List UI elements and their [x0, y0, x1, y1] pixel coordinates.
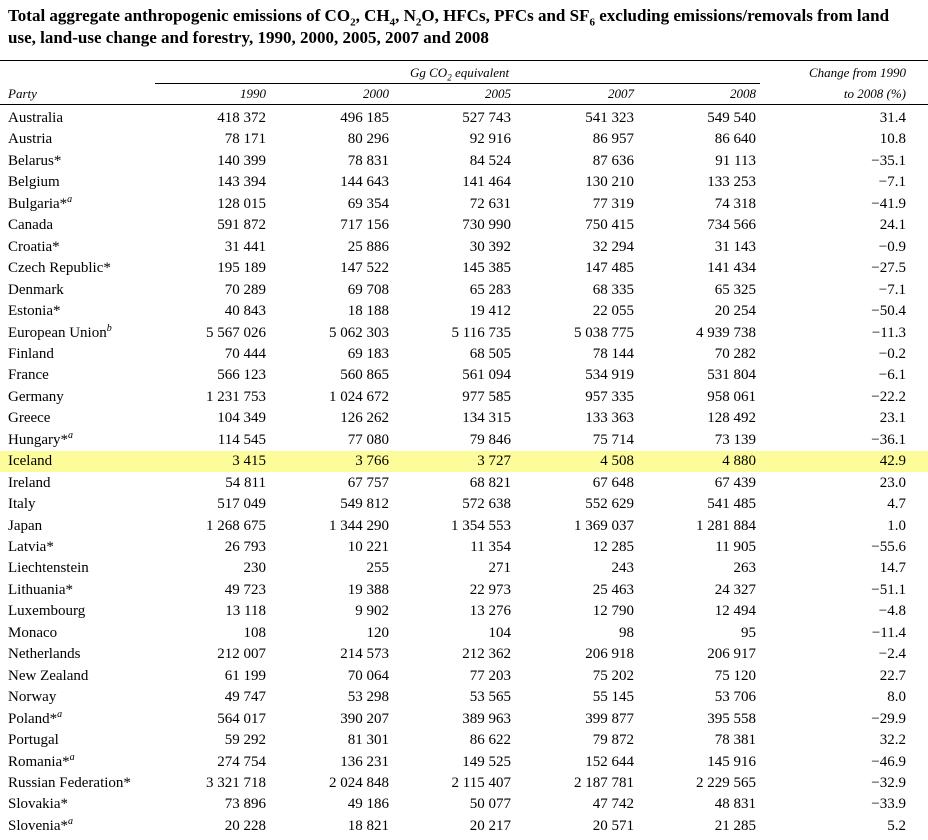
value-2008: 91 113	[715, 153, 756, 169]
table-row	[0, 258, 928, 279]
value-2000: 18 188	[347, 303, 389, 319]
value-2005: 149 525	[462, 754, 511, 770]
value-2008: 549 540	[707, 110, 756, 126]
value-2007: 957 335	[585, 389, 634, 405]
value-2007: 2 187 781	[574, 775, 634, 791]
unit-rule	[155, 83, 760, 84]
value-2007: 98	[619, 625, 634, 641]
value-2008: 75 120	[714, 668, 756, 684]
table-row	[0, 365, 928, 386]
value-2005: 389 963	[462, 711, 511, 727]
value-2008: 263	[733, 560, 756, 576]
value-1990: 212 007	[217, 646, 266, 662]
value-2008: 206 917	[707, 646, 756, 662]
value-1990: 73 896	[224, 796, 266, 812]
party-name: Monaco	[8, 625, 58, 641]
change-percent: 8.0	[887, 689, 906, 705]
value-2005: 977 585	[462, 389, 511, 405]
party-name: New Zealand	[8, 668, 89, 684]
value-2007: 87 636	[592, 153, 634, 169]
value-2005: 79 846	[469, 432, 511, 448]
change-percent: −0.9	[878, 239, 906, 255]
value-2007: 206 918	[585, 646, 634, 662]
value-1990: 13 118	[225, 603, 266, 619]
value-2008: 21 285	[714, 818, 756, 834]
value-1990: 108	[243, 625, 266, 641]
value-2000: 5 062 303	[329, 325, 389, 341]
table-row	[0, 773, 928, 794]
value-2000: 214 573	[340, 646, 389, 662]
value-2005: 92 916	[469, 131, 511, 147]
value-1990: 49 723	[224, 582, 266, 598]
value-1990: 5 567 026	[206, 325, 266, 341]
value-2005: 5 116 735	[451, 325, 511, 341]
value-2008: 4 880	[722, 453, 756, 469]
value-2007: 1 369 037	[574, 518, 634, 534]
value-1990: 517 049	[217, 496, 266, 512]
footnote-marker: a	[68, 816, 73, 827]
value-2005: 134 315	[462, 410, 511, 426]
value-2005: 527 743	[462, 110, 511, 126]
change-header-line2: to 2008 (%)	[843, 86, 906, 101]
value-1990: 128 015	[217, 196, 266, 212]
value-1990: 31 441	[224, 239, 266, 255]
table-title: Total aggregate anthropogenic emissions of $CO_2$, $CH_4$, $N_2O$, HFCs, PFCs and $SF_6$ excluding emissions/removals from land use, land-use change and forestry, 1990, 2000, 2005, 2007 and 2008	[8, 6, 890, 47]
value-2005: 30 392	[469, 239, 511, 255]
value-2008: 2 229 565	[696, 775, 756, 791]
value-2007: 552 629	[585, 496, 634, 512]
change-percent: 5.2	[887, 818, 906, 834]
value-2007: 133 363	[585, 410, 634, 426]
value-2005: 730 990	[462, 217, 511, 233]
party-name: Bulgaria*$^a$	[8, 194, 73, 212]
value-2007: 22 055	[592, 303, 634, 319]
value-2007: 399 877	[585, 711, 634, 727]
change-percent: −27.5	[871, 260, 906, 276]
table-row	[0, 687, 928, 708]
party-name: France	[8, 367, 49, 383]
table-row	[0, 537, 928, 558]
value-2000: 10 221	[347, 539, 389, 555]
value-2000: 147 522	[340, 260, 389, 276]
change-percent: −7.1	[878, 282, 906, 298]
party-name: Norway	[8, 689, 57, 705]
value-2008: 65 325	[714, 282, 756, 298]
value-1990: 3 415	[232, 453, 266, 469]
party-name: Estonia*	[8, 303, 61, 319]
value-2007: 75 202	[592, 668, 634, 684]
value-2007: 152 644	[585, 754, 634, 770]
value-2008: 20 254	[714, 303, 756, 319]
value-2005: 1 354 553	[451, 518, 511, 534]
value-1990: 591 872	[217, 217, 266, 233]
value-1990: 49 747	[224, 689, 266, 705]
value-2008: 95	[741, 625, 756, 641]
table-row	[0, 494, 928, 515]
value-2008: 395 558	[707, 711, 756, 727]
table-row	[0, 172, 928, 193]
value-2000: 1 344 290	[329, 518, 389, 534]
value-2007: 4 508	[600, 453, 634, 469]
value-2007: 67 648	[592, 475, 634, 491]
value-2005: 212 362	[462, 646, 511, 662]
value-2008: 541 485	[707, 496, 756, 512]
value-2007: 5 038 775	[574, 325, 634, 341]
value-2008: 4 939 738	[696, 325, 756, 341]
table-row	[0, 387, 928, 408]
value-1990: 566 123	[217, 367, 266, 383]
table-row	[0, 323, 928, 344]
change-percent: −4.8	[878, 603, 906, 619]
table-row	[0, 558, 928, 579]
table-row	[0, 408, 928, 429]
party-name: Romania*$^a$	[8, 752, 75, 770]
party-header: Party	[8, 86, 37, 101]
value-2000: 77 080	[347, 432, 389, 448]
change-percent: −22.2	[871, 389, 906, 405]
value-2007: 78 144	[592, 346, 634, 362]
table-row	[0, 473, 928, 494]
value-2007: 534 919	[585, 367, 634, 383]
value-2005: 271	[488, 560, 511, 576]
change-percent: −33.9	[871, 796, 906, 812]
value-2000: 120	[366, 625, 389, 641]
value-2005: 53 565	[469, 689, 511, 705]
value-2008: 48 831	[714, 796, 756, 812]
year-2005-header: 2005	[485, 86, 511, 101]
value-2000: 69 183	[347, 346, 389, 362]
value-2000: 3 766	[355, 453, 389, 469]
change-header-line1: Change from 1990	[808, 65, 906, 80]
value-2005: 68 821	[469, 475, 511, 491]
value-2005: 561 094	[462, 367, 511, 383]
value-2007: 75 714	[592, 432, 634, 448]
value-2008: 53 706	[714, 689, 756, 705]
party-name: Lithuania*	[8, 582, 73, 598]
change-percent: −46.9	[871, 754, 906, 770]
value-2007: 32 294	[592, 239, 634, 255]
value-2005: 3 727	[477, 453, 511, 469]
value-2008: 133 253	[707, 174, 756, 190]
value-2008: 74 318	[714, 196, 756, 212]
change-percent: −55.6	[871, 539, 906, 555]
party-name: Luxembourg	[8, 603, 86, 619]
value-2000: 18 821	[347, 818, 389, 834]
value-2007: 243	[611, 560, 634, 576]
value-2007: 55 145	[592, 689, 634, 705]
party-name: Slovakia*	[8, 796, 68, 812]
table-row	[0, 151, 928, 172]
change-percent: −35.1	[871, 153, 906, 169]
value-2000: 67 757	[347, 475, 389, 491]
value-2007: 12 790	[592, 603, 634, 619]
footnote-marker: b	[106, 323, 112, 334]
change-percent: −50.4	[871, 303, 906, 319]
value-2000: 390 207	[340, 711, 389, 727]
table-row	[0, 730, 928, 751]
table-row	[0, 601, 928, 622]
value-2008: 145 916	[707, 754, 756, 770]
party-name: Japan	[8, 518, 43, 534]
change-percent: −36.1	[871, 432, 906, 448]
party-name: Belarus*	[8, 153, 62, 169]
value-2007: 750 415	[585, 217, 634, 233]
value-1990: 40 843	[224, 303, 266, 319]
value-2000: 136 231	[340, 754, 389, 770]
value-2000: 144 643	[340, 174, 389, 190]
change-percent: −11.4	[871, 625, 906, 641]
value-1990: 1 268 675	[206, 518, 266, 534]
unit-header: Gg $CO_2$ equivalent	[410, 65, 510, 83]
value-2008: 24 327	[714, 582, 756, 598]
value-2000: 9 902	[355, 603, 389, 619]
change-percent: 1.0	[887, 518, 906, 534]
change-percent: −0.2	[878, 346, 906, 362]
party-name: Greece	[8, 410, 51, 426]
value-2008: 11 905	[715, 539, 756, 555]
party-name: Iceland	[8, 453, 53, 469]
year-2000-header: 2000	[363, 86, 389, 101]
value-2005: 72 631	[469, 196, 511, 212]
party-name: European Union$^b$	[8, 323, 112, 341]
value-2008: 141 434	[707, 260, 756, 276]
party-name: Germany	[8, 389, 64, 405]
value-1990: 78 171	[224, 131, 266, 147]
change-percent: 23.0	[879, 475, 906, 491]
value-2007: 79 872	[592, 732, 634, 748]
value-1990: 104 349	[217, 410, 266, 426]
party-name: Portugal	[8, 732, 59, 748]
footnote-marker: a	[57, 709, 63, 720]
value-2005: 2 115 407	[451, 775, 511, 791]
table-row	[0, 516, 928, 537]
value-2000: 70 064	[347, 668, 389, 684]
value-2005: 145 385	[462, 260, 511, 276]
value-1990: 274 754	[217, 754, 266, 770]
party-name: Canada	[8, 217, 53, 233]
change-percent: −7.1	[878, 174, 906, 190]
change-percent: 23.1	[879, 410, 906, 426]
table-row	[0, 752, 928, 773]
footnote-marker: a	[68, 430, 73, 441]
party-name: Latvia*	[8, 539, 54, 555]
value-2005: 65 283	[469, 282, 511, 298]
value-2005: 572 638	[462, 496, 511, 512]
value-2000: 25 886	[347, 239, 389, 255]
value-2008: 78 381	[714, 732, 756, 748]
table-row	[0, 580, 928, 601]
value-2005: 11 354	[470, 539, 511, 555]
value-1990: 20 228	[224, 818, 266, 834]
value-2000: 80 296	[347, 131, 389, 147]
table-row	[0, 194, 928, 215]
party-name: Netherlands	[8, 646, 81, 662]
value-2007: 25 463	[592, 582, 634, 598]
value-2005: 84 524	[469, 153, 511, 169]
party-name: Liechtenstein	[8, 560, 89, 576]
change-percent: −2.4	[878, 646, 906, 662]
table-row	[0, 644, 928, 665]
value-1990: 418 372	[217, 110, 266, 126]
value-2000: 1 024 672	[329, 389, 389, 405]
table-row	[0, 623, 928, 644]
value-1990: 140 399	[217, 153, 266, 169]
year-2007-header: 2007	[608, 86, 634, 101]
value-2005: 141 464	[462, 174, 511, 190]
party-name: Denmark	[8, 282, 64, 298]
change-percent: 32.2	[879, 732, 906, 748]
value-2007: 86 957	[592, 131, 634, 147]
value-2000: 69 708	[347, 282, 389, 298]
party-name: Croatia*	[8, 239, 60, 255]
change-percent: −32.9	[871, 775, 906, 791]
value-2008: 1 281 884	[696, 518, 756, 534]
change-percent: −41.9	[871, 196, 906, 212]
value-2008: 12 494	[714, 603, 756, 619]
change-percent: −6.1	[878, 367, 906, 383]
value-1990: 70 289	[224, 282, 266, 298]
table-row	[0, 709, 928, 730]
value-2008: 734 566	[707, 217, 756, 233]
table-row	[0, 451, 928, 472]
value-2005: 20 217	[469, 818, 511, 834]
value-1990: 61 199	[224, 668, 266, 684]
table-row	[0, 237, 928, 258]
party-name: Slovenia*$^a$	[8, 816, 73, 834]
table-row	[0, 344, 928, 365]
value-2000: 560 865	[340, 367, 389, 383]
value-2007: 541 323	[585, 110, 634, 126]
party-name: Austria	[8, 131, 53, 147]
value-2007: 130 210	[585, 174, 634, 190]
value-2005: 77 203	[469, 668, 511, 684]
value-2005: 104	[488, 625, 511, 641]
party-name: Australia	[8, 110, 63, 126]
footnote-marker: a	[69, 752, 75, 763]
value-2000: 255	[366, 560, 389, 576]
change-percent: 42.9	[879, 453, 906, 469]
party-name: Czech Republic*	[8, 260, 111, 276]
footnote-marker: a	[67, 194, 73, 205]
value-2000: 496 185	[340, 110, 389, 126]
table-row	[0, 666, 928, 687]
value-2008: 73 139	[714, 432, 756, 448]
value-2005: 19 412	[469, 303, 511, 319]
value-2000: 717 156	[340, 217, 389, 233]
value-2000: 69 354	[347, 196, 389, 212]
change-percent: 22.7	[879, 668, 906, 684]
value-2007: 147 485	[585, 260, 634, 276]
change-percent: −29.9	[871, 711, 906, 727]
party-name: Belgium	[8, 174, 60, 190]
party-name: Ireland	[8, 475, 51, 491]
year-2008-header: 2008	[730, 86, 756, 101]
value-2005: 22 973	[469, 582, 511, 598]
value-2000: 53 298	[347, 689, 389, 705]
value-1990: 114 545	[217, 432, 266, 448]
table-row	[0, 816, 928, 837]
value-2008: 958 061	[707, 389, 756, 405]
top-rule	[0, 60, 928, 61]
value-2007: 77 319	[592, 196, 634, 212]
value-2000: 19 388	[347, 582, 389, 598]
table-row	[0, 430, 928, 451]
value-2000: 78 831	[347, 153, 389, 169]
change-percent: −51.1	[871, 582, 906, 598]
value-1990: 70 444	[224, 346, 266, 362]
change-percent: 14.7	[879, 560, 906, 576]
value-2005: 68 505	[469, 346, 511, 362]
table-row	[0, 215, 928, 236]
change-percent: 10.8	[879, 131, 906, 147]
value-2000: 49 186	[347, 796, 389, 812]
party-name: Hungary*$^a$	[8, 430, 73, 448]
value-2007: 12 285	[592, 539, 634, 555]
value-2000: 549 812	[340, 496, 389, 512]
header-rule	[0, 104, 928, 105]
table-row	[0, 108, 928, 129]
value-2000: 126 262	[340, 410, 389, 426]
value-1990: 59 292	[224, 732, 266, 748]
value-2007: 68 335	[592, 282, 634, 298]
party-name: Poland*$^a$	[8, 709, 63, 727]
value-2008: 67 439	[714, 475, 756, 491]
value-2008: 531 804	[707, 367, 756, 383]
value-1990: 3 321 718	[206, 775, 266, 791]
value-2008: 128 492	[707, 410, 756, 426]
party-name: Italy	[8, 496, 36, 512]
value-1990: 230	[243, 560, 266, 576]
value-2005: 86 622	[469, 732, 511, 748]
value-2005: 50 077	[469, 796, 511, 812]
value-1990: 26 793	[224, 539, 266, 555]
table-row	[0, 794, 928, 815]
value-2008: 70 282	[714, 346, 756, 362]
party-name: Finland	[8, 346, 54, 362]
change-percent: 4.7	[887, 496, 906, 512]
value-1990: 1 231 753	[206, 389, 266, 405]
value-2000: 81 301	[347, 732, 389, 748]
value-2007: 20 571	[592, 818, 634, 834]
table-row	[0, 129, 928, 150]
value-2008: 31 143	[714, 239, 756, 255]
table-row	[0, 280, 928, 301]
year-1990-header: 1990	[240, 86, 266, 101]
change-percent: 31.4	[879, 110, 906, 126]
value-2005: 13 276	[469, 603, 511, 619]
party-name: Russian Federation*	[8, 775, 131, 791]
value-2007: 47 742	[592, 796, 634, 812]
value-1990: 564 017	[217, 711, 266, 727]
change-percent: −11.3	[871, 325, 906, 341]
value-1990: 195 189	[217, 260, 266, 276]
value-1990: 54 811	[225, 475, 266, 491]
value-2000: 2 024 848	[329, 775, 389, 791]
value-1990: 143 394	[217, 174, 266, 190]
table-row	[0, 301, 928, 322]
value-2008: 86 640	[714, 131, 756, 147]
change-percent: 24.1	[879, 217, 906, 233]
